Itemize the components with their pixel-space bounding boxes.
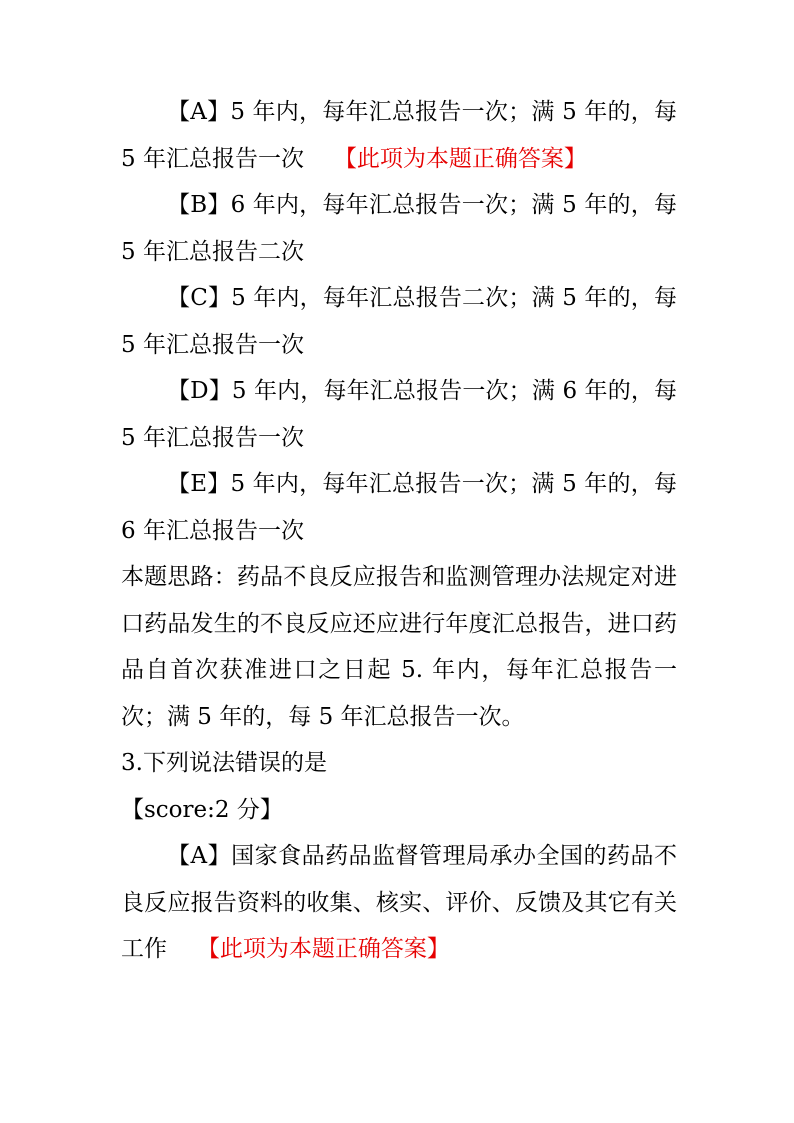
correct-answer-tag: 【此项为本题正确答案】 [333,145,587,172]
option-text: 【D】5 年内，每年汇总报告一次；满 6 年的，每 5 年汇总报告一次 [121,378,677,451]
option-e-q2 [121,461,677,554]
option-c-q2 [121,275,677,368]
option-text: 【B】6 年内，每年汇总报告一次；满 5 年的，每 5 年汇总报告二次 [121,192,677,265]
option-b-q2 [121,182,677,275]
option-a-q2 [121,89,677,182]
correct-answer-tag: 【此项为本题正确答案】 [196,936,450,962]
option-text: 【A】5 年内，每年汇总报告一次；满 5 年的，每 5 年汇总报告一次 [121,99,677,172]
explanation-q2: 本题思路：药品不良反应报告和监测管理办法规定对进口药品发生的不良反应还应进行年度汇总报告，进口药品自首次获准进口之日起 5. 年内，每年汇总报告一次；满 5 年的，每 5 年汇总报告一次。 [121,564,677,730]
question-title-q3: 3.下列说法错误的是 [121,750,327,776]
score-q3: 【score:2 分】 [121,796,283,823]
option-text: 【A】国家食品药品监督管理局承办全国的药品不良反应报告资料的收集、核实、评价、反馈及其它有关工作 [121,843,677,962]
option-d-q2 [121,368,677,461]
option-text: 【E】5 年内，每年汇总报告一次；满 5 年的，每 6 年汇总报告一次 [121,471,677,544]
option-text: 【C】5 年内，每年汇总报告二次；满 5 年的，每 5 年汇总报告一次 [121,285,677,358]
option-a-q3 [121,833,677,973]
page-content [121,89,677,973]
